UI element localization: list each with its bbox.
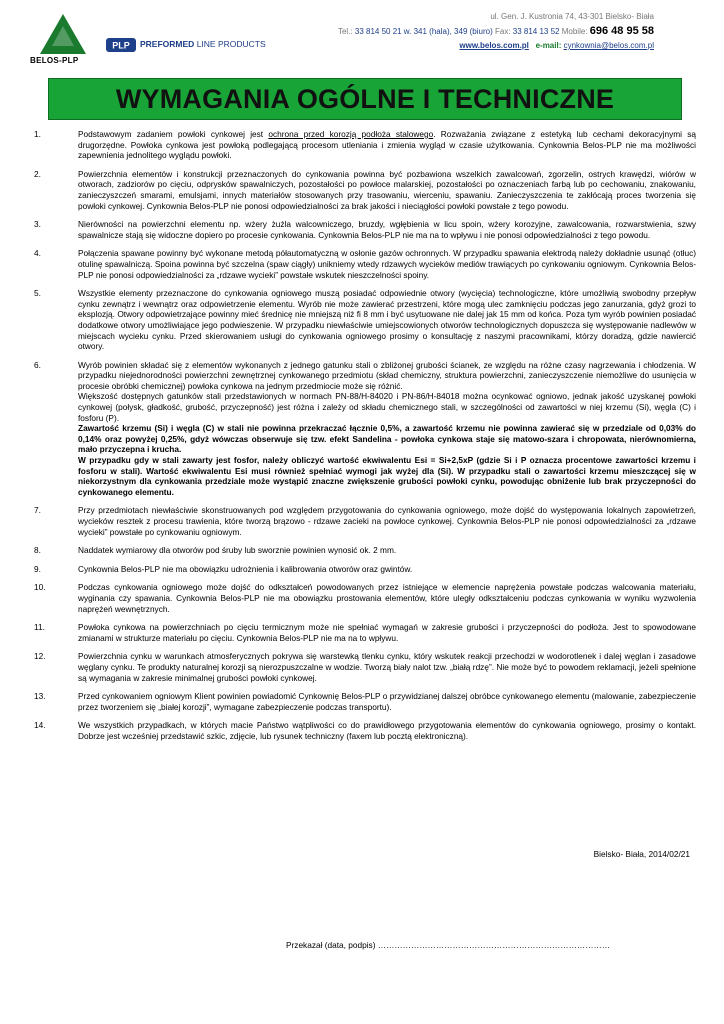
belos-logo-text: BELOS-PLP bbox=[30, 56, 79, 65]
belos-logo-icon bbox=[40, 14, 86, 54]
list-item: 8. Naddatek wymiarowy dla otworów pod śruby lub sworznie powinien wynosić ok. 2 mm. bbox=[34, 545, 397, 556]
mobile-number: 696 48 95 58 bbox=[589, 25, 654, 37]
address: ul. Gen. J. Kustronia 74, 43-301 Bielsko- Biała bbox=[490, 12, 654, 21]
list-item: 1. Podstawowym zadaniem powłoki cynkowej jest ochrona przed korozją podłoża stalowego. Rozważania związane z estetyką lub cechami dekoracyjnymi są drugorzędne. Powłoka cynkowa jest powłoką podlegającą procesom utleniania i zmienia wygląd w czasie użytkowania. Cynkownia Belos-PLP nie ma możliwości zapewnienia jednolitego wyglądu powłoki. bbox=[34, 129, 696, 161]
list-item: 11. Powłoka cynkowa na powierzchniach po cięciu termicznym może nie spełniać wymagań w zakresie grubości i przyczepności do podłoża. Jest to spowodowane zmianami w strukturze materiału po cięciu. Cynkownia Belos-PLP nie ma na to wpływu. bbox=[34, 622, 696, 643]
list-item: 2. Powierzchnia elementów i konstrukcji przeznaczonych do cynkowania powinna być pozbawiona wszelkich zawalcowań, zgorzelin, ostrych krawędzi, wiórów w otworach, zadziorów po cięciu, odprysków spawalniczych, pozostałości po powłoce malarskiej, pozostałości po oznaczeniach farbą lub po cechowaniu, znakowaniu, zanieczyszczeń smarami, emulsjami, innych materiałów stosowanych przy trasowaniu, wierceniu, spawaniu. Zanieczyszczenia te zakłócają proces tworzenia się powłoki cynkowej. Cynkownia Belos-PLP nie ponosi odpowiedzialności za brak jakości i nieciągłości powłoki powstałe z tego powodu. bbox=[34, 168, 696, 211]
list-item: 7. Przy przedmiotach niewłaściwie skonstruowanych pod względem przygotowania do cynkowania ogniowego, może dojść do występowania lokalnych zapowietrzeń, wycieków resztek z procesu trawienia, które tworzą brązowo - rdzawe zacieki na powłoce cynkowej. Cynkownia Belos-PLP nie ponosi odpowiedzialności za „rdzawe wycieki” powstałe po cynkowaniu ogniowym. bbox=[34, 505, 696, 537]
list-item: 6. Wyrób powinien składać się z elementów wykonanych z jednego gatunku stali o zbliżonej grubości ścianek, ze względu na różne czasy nagrzewania i chłodzenia. W przypadku niejednorodności powierzchni zewnętrznej cynkowanego przedmiotu (skład chemiczny, struktura powierzchni, zanieczyszczenie niemożliwe do usunięcia w procesie obróbki chemicznej) powłoka cynkowa na jednym przedmiocie może się różnić. Większość dostępnych gatunków stali przedstawionych w normach PN-88/H-84020 i PN-86/H-84018 można ocynkować ogniowo, jednak jakość uzyskanej powłoki cynkowej (połysk, gładkość, grubość, przyczepność) jest różna i zależy od składu chemicznego stali, w szczególności od zawartości w niej krzemu (Si), węgla (C) i fosforu (P). Zawartość krzemu (Si) i węgla (C) w stali nie powinna przekraczać łącznie 0,5%, a zawartość krzemu nie powinna zawierać się w przedziale od 0,03% do 0,14% oraz powyżej 0,25%, gdyż wówczas obserwuje się tzw. efekt Sandelina - powłoka cynkowa staje się matowo-szara i chropowata, nierównomierna, mało przyczepna i krucha. W przypadku gdy w stali zawarty jest fosfor, należy obliczyć wartość ekwiwalentu Esi = Si+2,5xP (gdzie Si i P oznacza procentowe zawartości krzemu i fosforu w stali). Wartość ekwiwalentu Esi musi również spełniać wymogi jak wyżej dla (Si). W przypadku stali o zawartości krzemu mieszczącej się w niekorzystnym dla cynkowania przedziale może wystąpić znaczne zwiększenie grubości powłoki cynku, powodując obniżenie lub brak przyczepności do cynkowanego elementu. bbox=[34, 359, 696, 497]
page-title: WYMAGANIA OGÓLNE I TECHNICZNE bbox=[115, 83, 615, 114]
list-item: 10. Podczas cynkowania ogniowego może dojść do odkształceń powodowanych przez istniejące w elemencie naprężenia powstałe podczas walcowania materiału, wyginania czy spawania. Cynkownia Belos-PLP nie ma obowiązku prostowania elementów, które uległy odkształceniu podczas cynkowania w wyniku wyzwolenia naprężeń wewnętrznych. bbox=[34, 582, 696, 614]
signature-line: Przekazał (data, podpis) ………………………………………………………………………… bbox=[286, 940, 611, 950]
list-item: 9. Cynkownia Belos-PLP nie ma obowiązku udrożnienia i kalibrowania otworów oraz gwintów. bbox=[34, 563, 413, 574]
website-link[interactable]: www.belos.com.pl bbox=[459, 41, 529, 50]
date-place: Bielsko- Biała, 2014/02/21 bbox=[593, 849, 690, 859]
svg-text:PLP: PLP bbox=[112, 40, 130, 51]
list-item: 5. Wszystkie elementy przeznaczone do cynkowania ogniowego muszą posiadać odpowiednie otwory (wycięcia) technologiczne, które umożliwią swobodny przepływ cynku zewnątrz i wewnątrz oraz odpowietrzenie elementu. Wyrób nie może zawierać przestrzeni, które mogą ulec zamknięciu podczas jego zanurzania, gdyż grozi to eksplozją. Otwory odpowietrzające powinny mieć średnicę nie mniejszą niż fi 8 mm i być usytuowane nie dalej jak 15 mm od końca. Poza tym wyrób powinien posiadać dodatkowe otwory umożliwiające jego podwieszenie. W przypadku niewłaściwie umiejscowionych otworów technologicznych dopuszcza się występowanie nadlewów w miejscach wycieku cynku. Przed skierowaniem usługi do cynkowania ogniowego prosimy o konsultację z naszymi pracownikami, którzy doradzą, gdzie nawiercić otwory. bbox=[34, 288, 696, 352]
list-item: 13. Przed cynkowaniem ogniowym Klient powinien powiadomić Cynkownię Belos-PLP o przywidzianej dalszej obróbce cynkowanego elementu (malowanie, zabezpieczenie przez tworzeniem się „białej korozji”, wymagane zabezpieczenie podczas transportu). bbox=[34, 691, 696, 712]
web-line: www.belos.com.pl e-mail: cynkownia@belos.com.pl bbox=[459, 41, 654, 50]
list-item: 3. Nierówności na powierzchni elementu np. wżery żużla walcowniczego, bruzdy, wgłębienia w licu spoin, wżery korozyjne, zawalcowania, rozwarstwienia, szwy spawalnicze stają się widoczne dopiero po procesie cynkowania. Cynkownia Belos-PLP nie ma na to wpływu i nie ponosi odpowiedzialności z tego powodu. bbox=[34, 219, 696, 240]
contact-block bbox=[338, 10, 654, 53]
email-link[interactable]: cynkownia@belos.com.pl bbox=[563, 41, 654, 50]
requirements-list bbox=[34, 129, 696, 750]
list-item: 4. Połączenia spawane powinny być wykonane metodą półautomatyczną w osłonie gazów ochronnych. W przypadku spawania elektrodą należy dokładnie usunąć (otłuc) otulinę spawalniczą. Spoina powinna być szczelna (spaw ciągły) unikniemy wtedy rdzawych wycieków mediów trawiących po cynkowaniu ogniowym. Cynkownia Belos-PLP nie ponosi odpowiedzialności za „rdzawe wycieki” powstałe wskutek nieszczelności spoiny. bbox=[34, 248, 696, 280]
title-banner bbox=[48, 78, 682, 120]
plp-logo-icon bbox=[106, 38, 136, 52]
list-item: 14. We wszystkich przypadkach, w których macie Państwo wątpliwości co do prawidłowego przygotowania elementów do cynkowania ogniowego, prosimy o kontakt. Dobrze jest wcześniej przedstawić szkic, zdjęcie, lub rysunek techniczny (faxem lub pocztą elektroniczną). bbox=[34, 720, 696, 741]
letterhead bbox=[0, 0, 724, 80]
phone-line: Tel.: 33 814 50 21 w. 341 (hala), 349 (biuro) Fax: 33 814 13 52 Mobile: 696 48 95 58 bbox=[337, 25, 654, 37]
list-item: 12. Powierzchnia cynku w warunkach atmosferycznych pokrywa się warstewką tlenku cynku, który wskutek reakcji przechodzi w wodorotlenek i dalej węglan i zasadowe węglany cynku. Te produkty naturalnej korozji są nierozpuszczalne w wodzie. Tworzą biały nalot tzw. „białą rdzę”. Nie może być to powodem reklamacji, jeżeli spełnione są wymagania w zakresie minimalnej grubości powłoki cynkowej. bbox=[34, 651, 696, 683]
plp-brand: PREFORMED LINE PRODUCTS bbox=[140, 39, 266, 49]
